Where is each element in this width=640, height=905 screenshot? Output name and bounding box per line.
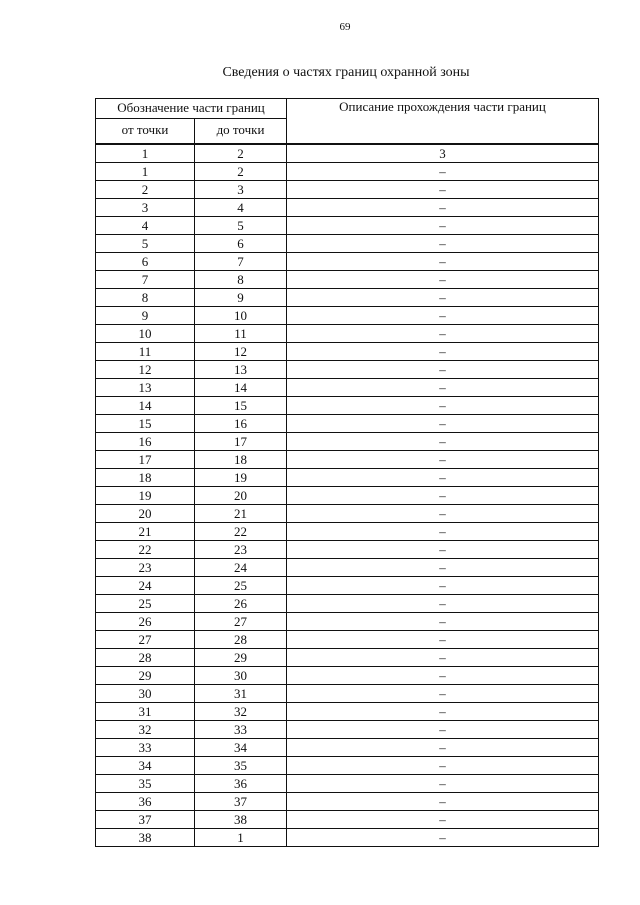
from-point-cell: 23	[96, 559, 195, 577]
description-cell: –	[287, 199, 599, 217]
to-point-cell: 33	[195, 721, 287, 739]
description-cell: –	[287, 217, 599, 235]
from-point-cell: 21	[96, 523, 195, 541]
from-point-cell: 7	[96, 271, 195, 289]
from-point-cell: 26	[96, 613, 195, 631]
description-cell: –	[287, 415, 599, 433]
table-row	[96, 343, 599, 361]
from-point-cell: 18	[96, 469, 195, 487]
table-row	[96, 397, 599, 415]
column-number: 3	[287, 144, 599, 163]
table-row	[96, 595, 599, 613]
to-point-cell: 25	[195, 577, 287, 595]
boundary-parts-table	[95, 98, 599, 847]
table-row	[96, 235, 599, 253]
table-body	[96, 144, 599, 847]
to-point-cell: 13	[195, 361, 287, 379]
column-number: 1	[96, 144, 195, 163]
from-point-cell: 20	[96, 505, 195, 523]
description-cell: –	[287, 379, 599, 397]
table-row	[96, 541, 599, 559]
description-cell: –	[287, 289, 599, 307]
from-point-cell: 10	[96, 325, 195, 343]
from-point-cell: 11	[96, 343, 195, 361]
from-point-cell: 29	[96, 667, 195, 685]
to-point-cell: 37	[195, 793, 287, 811]
description-cell: –	[287, 307, 599, 325]
to-point-cell: 9	[195, 289, 287, 307]
description-cell: –	[287, 541, 599, 559]
to-point-cell: 10	[195, 307, 287, 325]
description-cell: –	[287, 793, 599, 811]
table-row	[96, 361, 599, 379]
column-number: 2	[195, 144, 287, 163]
table-row	[96, 793, 599, 811]
table-row	[96, 757, 599, 775]
to-point-header: до точки	[195, 119, 287, 145]
to-point-cell: 27	[195, 613, 287, 631]
description-cell: –	[287, 469, 599, 487]
from-point-header: от точки	[96, 119, 195, 145]
description-cell: –	[287, 163, 599, 181]
from-point-cell: 38	[96, 829, 195, 847]
to-point-cell: 29	[195, 649, 287, 667]
to-point-cell: 30	[195, 667, 287, 685]
description-cell: –	[287, 775, 599, 793]
to-point-cell: 26	[195, 595, 287, 613]
from-point-cell: 6	[96, 253, 195, 271]
table-row	[96, 811, 599, 829]
description-cell: –	[287, 811, 599, 829]
to-point-cell: 24	[195, 559, 287, 577]
to-point-cell: 5	[195, 217, 287, 235]
description-cell: –	[287, 721, 599, 739]
description-cell: –	[287, 271, 599, 289]
to-point-cell: 23	[195, 541, 287, 559]
table-row	[96, 181, 599, 199]
table-row	[96, 271, 599, 289]
to-point-cell: 16	[195, 415, 287, 433]
from-point-cell: 25	[96, 595, 195, 613]
from-point-cell: 19	[96, 487, 195, 505]
table-row	[96, 613, 599, 631]
from-point-cell: 4	[96, 217, 195, 235]
from-point-cell: 12	[96, 361, 195, 379]
from-point-cell: 31	[96, 703, 195, 721]
description-cell: –	[287, 397, 599, 415]
from-point-cell: 13	[96, 379, 195, 397]
to-point-cell: 6	[195, 235, 287, 253]
from-point-cell: 1	[96, 163, 195, 181]
table-row	[96, 217, 599, 235]
description-cell: –	[287, 235, 599, 253]
description-cell: –	[287, 325, 599, 343]
to-point-cell: 21	[195, 505, 287, 523]
from-point-cell: 15	[96, 415, 195, 433]
from-point-cell: 36	[96, 793, 195, 811]
to-point-cell: 8	[195, 271, 287, 289]
from-point-cell: 27	[96, 631, 195, 649]
from-point-cell: 8	[96, 289, 195, 307]
boundary-part-designation-header: Обозначение части границ	[96, 99, 287, 119]
to-point-cell: 36	[195, 775, 287, 793]
table-row	[96, 577, 599, 595]
to-point-cell: 1	[195, 829, 287, 847]
from-point-cell: 9	[96, 307, 195, 325]
description-cell: –	[287, 559, 599, 577]
description-cell: –	[287, 649, 599, 667]
description-cell: –	[287, 757, 599, 775]
to-point-cell: 12	[195, 343, 287, 361]
to-point-cell: 4	[195, 199, 287, 217]
table-row	[96, 487, 599, 505]
table-row	[96, 649, 599, 667]
to-point-cell: 7	[195, 253, 287, 271]
boundary-description-header: Описание прохождения части границ	[287, 99, 599, 145]
to-point-cell: 19	[195, 469, 287, 487]
table-row	[96, 829, 599, 847]
from-point-cell: 37	[96, 811, 195, 829]
page-title: Сведения о частях границ охранной зоны	[222, 65, 470, 80]
table-row	[96, 325, 599, 343]
from-point-cell: 3	[96, 199, 195, 217]
table-row	[96, 163, 599, 181]
from-point-cell: 14	[96, 397, 195, 415]
from-point-cell: 2	[96, 181, 195, 199]
table-row	[96, 289, 599, 307]
page-number: 69	[339, 21, 351, 33]
table-row	[96, 523, 599, 541]
to-point-cell: 31	[195, 685, 287, 703]
description-cell: –	[287, 523, 599, 541]
description-cell: –	[287, 829, 599, 847]
description-cell: –	[287, 685, 599, 703]
table-row	[96, 631, 599, 649]
description-cell: –	[287, 739, 599, 757]
table-row	[96, 307, 599, 325]
description-cell: –	[287, 181, 599, 199]
from-point-cell: 32	[96, 721, 195, 739]
table-row	[96, 433, 599, 451]
from-point-cell: 30	[96, 685, 195, 703]
table-row	[96, 253, 599, 271]
to-point-cell: 32	[195, 703, 287, 721]
table-row	[96, 415, 599, 433]
from-point-cell: 35	[96, 775, 195, 793]
from-point-cell: 24	[96, 577, 195, 595]
description-cell: –	[287, 505, 599, 523]
to-point-cell: 18	[195, 451, 287, 469]
from-point-cell: 22	[96, 541, 195, 559]
table-row	[96, 379, 599, 397]
description-cell: –	[287, 487, 599, 505]
table-row	[96, 199, 599, 217]
from-point-cell: 5	[96, 235, 195, 253]
description-cell: –	[287, 631, 599, 649]
description-cell: –	[287, 343, 599, 361]
table-row	[96, 775, 599, 793]
table-row	[96, 685, 599, 703]
to-point-cell: 17	[195, 433, 287, 451]
table-row	[96, 739, 599, 757]
to-point-cell: 34	[195, 739, 287, 757]
from-point-cell: 28	[96, 649, 195, 667]
description-cell: –	[287, 595, 599, 613]
to-point-cell: 11	[195, 325, 287, 343]
description-cell: –	[287, 253, 599, 271]
description-cell: –	[287, 667, 599, 685]
description-cell: –	[287, 361, 599, 379]
from-point-cell: 34	[96, 757, 195, 775]
to-point-cell: 15	[195, 397, 287, 415]
description-cell: –	[287, 703, 599, 721]
to-point-cell: 14	[195, 379, 287, 397]
from-point-cell: 33	[96, 739, 195, 757]
to-point-cell: 20	[195, 487, 287, 505]
to-point-cell: 28	[195, 631, 287, 649]
to-point-cell: 22	[195, 523, 287, 541]
to-point-cell: 3	[195, 181, 287, 199]
to-point-cell: 2	[195, 163, 287, 181]
column-numbering-row	[96, 144, 599, 163]
from-point-cell: 17	[96, 451, 195, 469]
table-row	[96, 703, 599, 721]
table-row	[96, 667, 599, 685]
from-point-cell: 16	[96, 433, 195, 451]
description-cell: –	[287, 433, 599, 451]
description-cell: –	[287, 577, 599, 595]
table-row	[96, 505, 599, 523]
table-row	[96, 469, 599, 487]
to-point-cell: 38	[195, 811, 287, 829]
description-cell: –	[287, 451, 599, 469]
table-row	[96, 559, 599, 577]
description-cell: –	[287, 613, 599, 631]
table-row	[96, 721, 599, 739]
to-point-cell: 35	[195, 757, 287, 775]
table-header	[96, 99, 599, 145]
table-row	[96, 451, 599, 469]
